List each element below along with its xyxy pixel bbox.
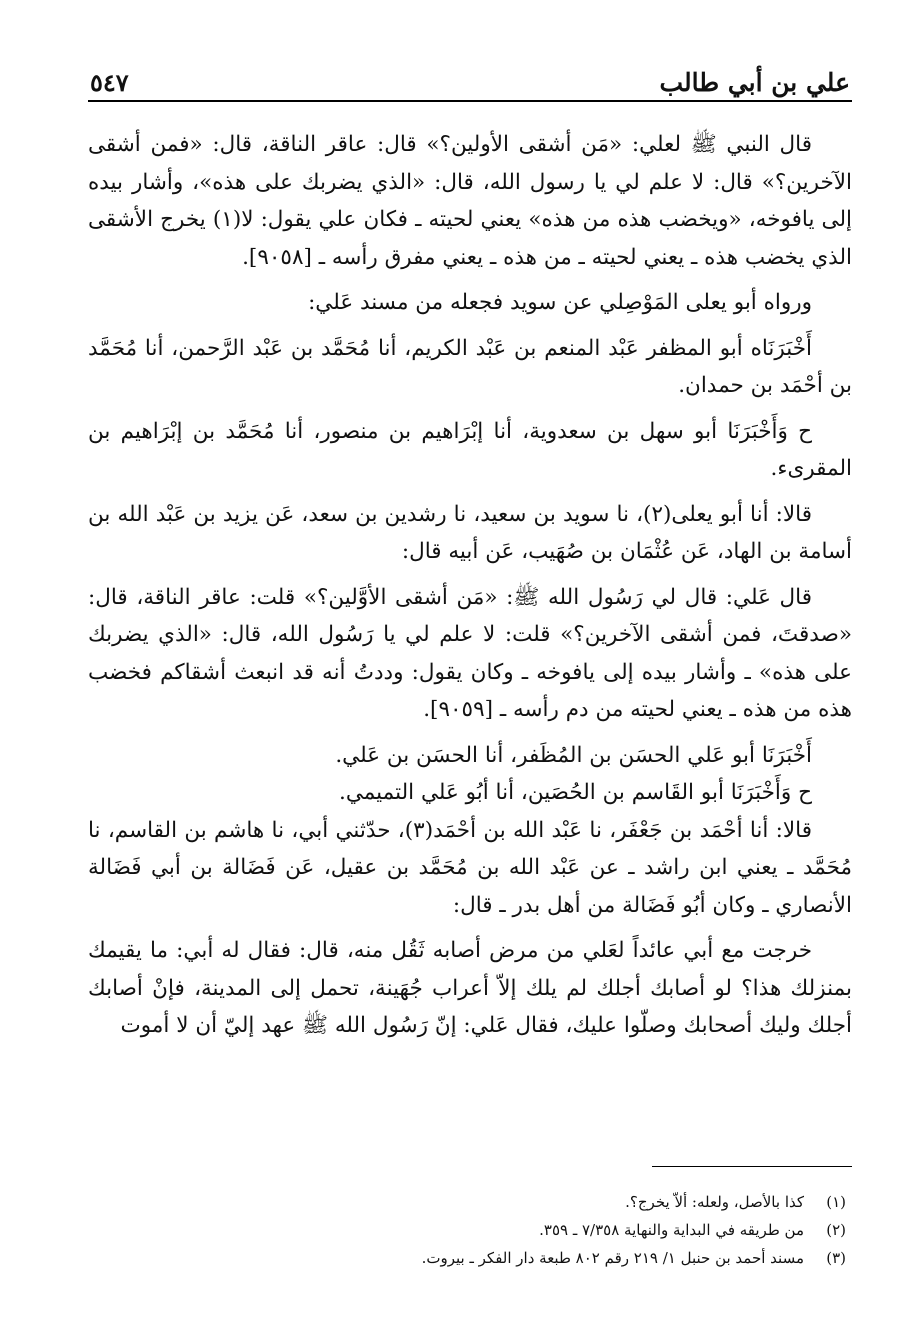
footnote-number: (٣)	[826, 1249, 846, 1267]
paragraph-isnad-4: أَخْبَرَنَا أبو عَلي الحسَن بن المُظَفر، أنا الحسَن بن عَلي.	[335, 742, 812, 768]
footnote-number: (٢)	[826, 1221, 846, 1239]
paragraph-hadith-2: قال عَلي: قال لي رَسُول الله ﷺ: «مَن أشقى الأوَّلين؟» قلت: عاقر الناقة، قال: «صدقتَ، فمن أشقى الآخرين؟» قلت: لا علم لي يا رَسُول الله، قال: «الذي يضربك على هذه» ـ وأشار بيده إلى يافوخه ـ وكان يقول: وددتُ أنه قد انبعث أشقاكم فخضب هذه من هذه ـ يعني لحيته من دم رأسه ـ [٩٠٥٩].	[88, 584, 852, 722]
paragraph-narration-note: ورواه أبو يعلى المَوْصِلي عن سويد فجعله من مسند عَلي:	[308, 290, 812, 315]
footnotes	[88, 1188, 846, 1272]
footnote	[88, 1216, 846, 1244]
footnote	[88, 1244, 846, 1272]
paragraph-isnad-2: ح وَأَخْبَرَنَا أبو سهل بن سعدوية، أنا إبْرَاهيم بن منصور، أنا مُحَمَّد بن إبْرَاهيم بن المقرىء.	[88, 418, 852, 481]
page-number: ٥٤٧	[90, 68, 129, 97]
paragraph-isnad-3: قالا: أنا أبو يعلى(٢)، نا سويد بن سعيد، نا رشدين بن سعد، عَن يزيد بن عَبْد الله بن أسامة بن الهاد، عَن عُثْمَان بن صُهَيب، عَن أبيه قال:	[88, 501, 852, 564]
paragraph-hadith-1: قال النبي ﷺ لعلي: «مَن أشقى الأولين؟» قال: عاقر الناقة، قال: «فمن أشقى الآخرين؟» قال: لا علم لي يا رسول الله، قال: «الذي يضربك على هذه»، وأشار بيده إلى يافوخه، «ويخضب هذه من هذه» يعني لحيته ـ فكان علي يقول: لا(١) يخرج الأشقى الذي يخضب هذه ـ يعني لحيته ـ من هذه ـ يعني مفرق رأسه ـ [٩٠٥٨].	[88, 132, 852, 270]
footnote	[88, 1188, 846, 1216]
footnote-text: من طريقه في البداية والنهاية ٧/٣٥٨ ـ ٣٥٩.	[539, 1221, 804, 1239]
running-title: علي بن أبي طالب	[659, 68, 850, 97]
page-header	[88, 62, 852, 102]
footnote-separator	[652, 1166, 852, 1167]
footnote-text: كذا بالأصل، ولعله: ألاّ يخرج؟.	[625, 1193, 804, 1211]
paragraph-hadith-3: خرجت مع أبي عائداً لعَلي من مرض أصابه ثَقُل منه، قال: فقال له أبي: ما يقيمك بمنزلك هذا؟ لو أصابك أجلك لم يلك إلاّ أعراب جُهَينة، تحمل إلى المدينة، فإنْ أصابك أجلك وليك أصحابك وصلّوا عليك، فقال عَلي: إنّ رَسُول الله ﷺ عهد إليّ أن لا أموت	[88, 938, 852, 1038]
paragraph-isnad-6: قالا: أنا أحْمَد بن جَعْفَر، نا عَبْد الله بن أحْمَد(٣)، حدّثني أبي، نا هاشم بن القاسم، نا مُحَمَّد ـ يعني ابن راشد ـ عن عَبْد الله بن مُحَمَّد بن عقيل، عَن فَضَالة بن أبي فَضَالة الأنصاري ـ وكان أبُو فَضَالة من أهل بدر ـ قال:	[88, 817, 852, 918]
paragraph-isnad-5: ح وَأَخْبَرَنَا أبو القَاسم بن الحُصَين، أنا أبُو عَلي التميمي.	[339, 780, 812, 805]
main-text	[88, 126, 852, 1045]
footnote-number: (١)	[826, 1193, 846, 1211]
footnote-text: مسند أحمد بن حنبل ١/ ٢١٩ رقم ٨٠٢ طبعة دار الفكر ـ بيروت.	[421, 1249, 804, 1267]
paragraph-isnad-1: أَخْبَرَنَاه أبو المظفر عَبْد المنعم بن عَبْد الكريم، أنا مُحَمَّد بن عَبْد الرَّحمن، أنا مُحَمَّد بن أحْمَد بن حمدان.	[88, 335, 852, 398]
